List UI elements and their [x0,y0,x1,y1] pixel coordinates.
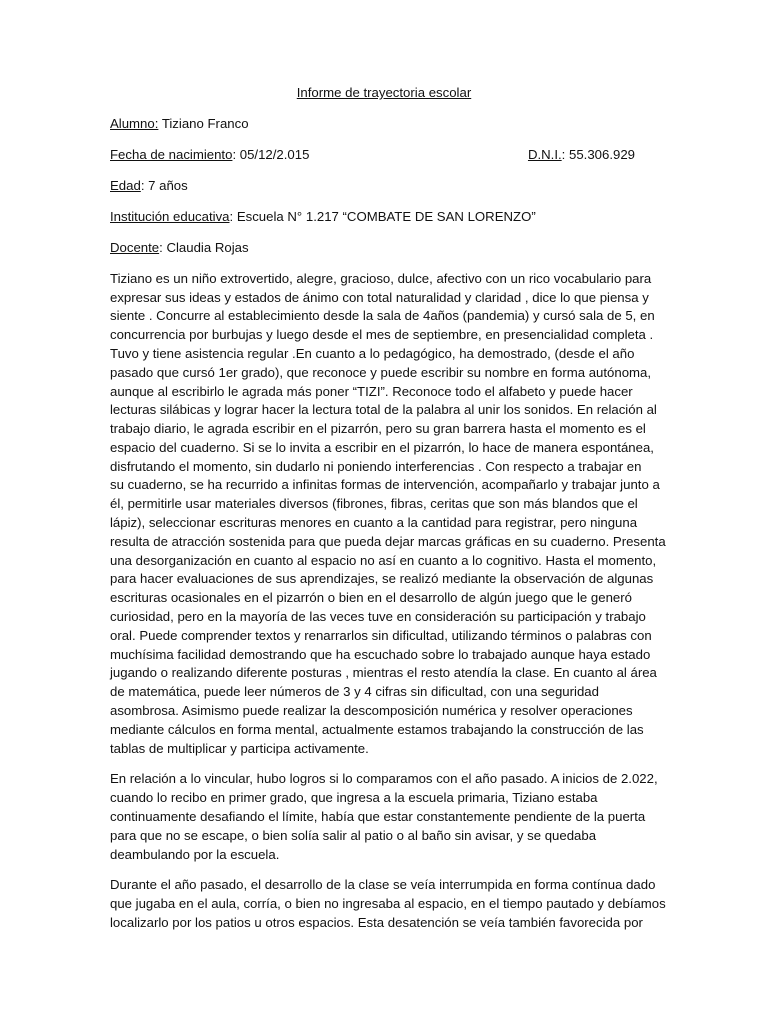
paragraph-line: Tiziano es un niño extrovertido, alegre, gracioso, dulce, afectivo con un rico vocabulario para [110,270,652,286]
paragraph-line: asombrosa. Asimismo puede realizar la descomposición numérica y resolver operaciones [110,703,633,719]
field-nacimiento-value: : 05/12/2.015 [232,146,310,162]
field-institucion-label: Institución educativa [110,208,230,224]
paragraph-line: concurrencia por burbujas y luego desde el mes de septiembre, en presencialidad completa . [110,327,654,343]
paragraph-line: aunque al escribirlo le agrada más poner “TIZI”. Reconoce todo el alfabeto y puede hacer [110,383,633,399]
paragraph-line: muchísima facilidad demostrando que ha escuchado sobre lo trabajado aunque haya estado [110,646,651,662]
paragraph-line: que jugaba en el aula, corría, o bien no ingresaba al espacio, en el tiempo pautado y debíamos [110,896,666,912]
field-nacimiento [110,146,309,165]
report-body [110,270,666,933]
paragraph-line: siente . Concurre al establecimiento desde la sala de 4años (pandemia) y cursó sala de 5, en [110,308,655,324]
field-alumno-value: Tiziano Franco [158,115,249,131]
paragraph-line: localizarlo por los patios u otros espacios. Esta desatención se veía también favorecida por [110,915,643,931]
paragraph-line: lecturas silábicas y lograr hacer la lectura total de la palabra al unir los sonidos. En relación al [110,402,657,418]
paragraph-line: escrituras ocasionales en el pizarrón o bien en el desarrollo de algún juego que le generó [110,590,632,606]
paragraph-line: disfrutando el momento, sin dudarlo ni poniendo interferencias . Con respecto a trabajar en [110,458,642,474]
paragraph-line: su cuaderno, se ha recurrido a infinitas formas de intervención, acompañarlo y trabajar junto a [110,477,660,493]
field-edad-label: Edad [110,177,141,193]
paragraph-line: Durante el año pasado, el desarrollo de la clase se veía interrumpida en forma contínua dado [110,877,656,893]
paragraph-line: para hacer evaluaciones de sus aprendizajes, se realizó mediante la observación de algunas [110,571,654,587]
field-docente-value: : Claudia Rojas [159,239,249,255]
report-paragraph [110,270,666,759]
field-dni-value: : 55.306.929 [561,146,635,162]
paragraph-line: él, permitirle usar materiales diversos (fibrones, fibras, ceritas que son más blandos que el [110,496,638,512]
field-docente [110,239,658,258]
paragraph-line: oral. Puede comprender textos y renarrarlos sin dificultad, utilizando términos o palabras con [110,627,652,643]
document-title: Informe de trayectoria escolar [296,85,472,100]
field-institucion [110,208,658,227]
paragraph-line: tablas de multiplicar y participa activamente. [110,740,369,756]
field-edad-value: : 7 años [140,177,188,193]
paragraph-line: resulta de atracción sostenida para que pueda dejar marcas gráficas en su cuaderno. Presenta [110,533,666,549]
field-dni-label: D.N.I. [527,146,562,162]
paragraph-line: para que no se escape, o bien solía salir al patio o al baño sin avisar, y se quedaba [110,827,597,843]
paragraph-line: trabajo diario, le agrada escribir en el pizarrón, pero su gran barrera hasta el momento es el [110,421,646,437]
paragraph-line: mediante cálculos en forma mental, actualmente estamos trabajando la construcción de las [110,721,644,737]
paragraph-line: Tuvo y tiene asistencia regular .En cuanto a lo pedagógico, ha demostrado, (desde el año [110,345,635,361]
paragraph-line: expresar sus ideas y estados de ánimo con total naturalidad y claridad , dice lo que piensa y [110,289,649,305]
field-docente-label: Docente [110,239,160,255]
paragraph-line: continuamente desafiando el límite, había que estar constantemente pendiente de la puerta [110,809,646,825]
field-alumno [110,115,658,134]
report-paragraph [110,876,666,932]
paragraph-line: deambulando por la escuela. [110,846,280,862]
document-page [110,84,666,945]
paragraph-line: curiosidad, pero en la mayoría de las veces tuve en consideración su participación y trabajo [110,609,646,625]
paragraph-line: cuando lo recibo en primer grado, que ingresa a la escuela primaria, Tiziano estaba [110,790,598,806]
paragraph-line: una desorganización en cuanto al espacio no así en cuanto a lo cognitivo. Hasta el momento, [110,552,657,568]
field-dni [528,146,635,165]
field-institucion-value: : Escuela N° 1.217 “COMBATE DE SAN LORENZO” [229,208,536,224]
paragraph-line: pasado que cursó 1er grado), que reconoce y puede escribir su nombre en forma autónoma, [110,364,652,380]
field-nacimiento-label: Fecha de nacimiento [110,146,233,162]
paragraph-line: de matemática, puede leer números de 3 y 4 cifras sin dificultad, con una seguridad [110,684,599,700]
field-row-nacimiento-dni [110,146,658,165]
field-edad [110,177,658,196]
paragraph-line: espacio del cuaderno. Si se lo invita a escribir en el pizarrón, lo hace de manera espontánea, [110,439,654,455]
paragraph-line: lápiz), seleccionar escrituras menores en cuanto a la cantidad para registrar, pero ninguna [110,515,638,531]
paragraph-line: jugando o realizando diferente posturas , mientras el resto atendía la clase. En cuanto al área [110,665,657,681]
paragraph-line: En relación a lo vincular, hubo logros si lo comparamos con el año pasado. A inicios de 2.022, [110,771,658,787]
field-alumno-label: Alumno: [110,115,159,131]
report-paragraph [110,770,658,864]
